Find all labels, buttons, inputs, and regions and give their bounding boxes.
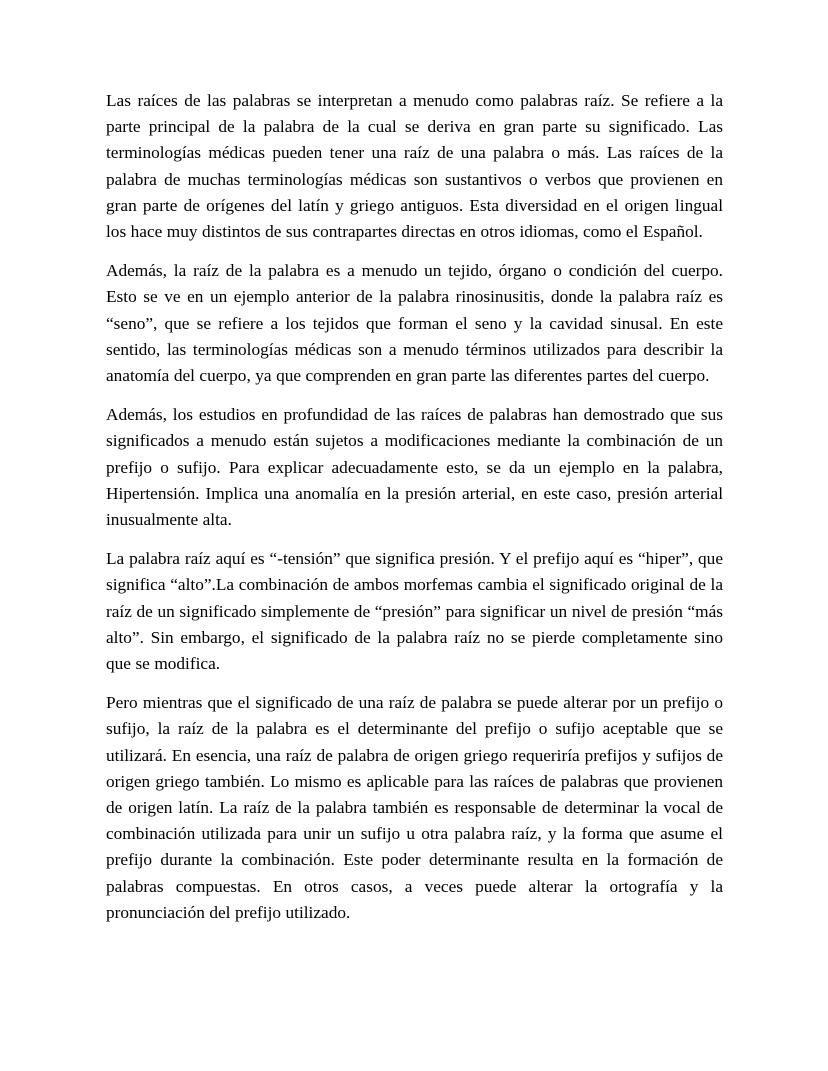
body-paragraph: Pero mientras que el significado de una raíz de palabra se puede alterar por un prefijo o sufijo, la raíz de la palabra es el determinante del prefijo o sufijo aceptable que se utilizará. En esencia, una raíz de palabra de origen griego requeriría prefijos y sufijos de origen griego también. Lo mismo es aplicable para las raíces de palabras que provienen de origen latín. La raíz de la palabra también es responsable de determinar la vocal de combinación utilizada para unir un sufijo u otra palabra raíz, y la forma que asume el prefijo durante la combinación. Este poder determinante resulta en la formación de palabras compuestas. En otros casos, a veces puede alterar la ortografía y la pronunciación del prefijo utilizado.: [106, 693, 723, 922]
body-paragraph: Las raíces de las palabras se interpretan a menudo como palabras raíz. Se refiere a la parte principal de la palabra de la cual se deriva en gran parte su significado. Las terminologías médicas pueden tener una raíz de una palabra o más. Las raíces de la palabra de muchas terminologías médicas son sustantivos o verbos que provienen en gran parte de orígenes del latín y griego antiguos. Esta diversidad en el origen lingual los hace muy distintos de sus contrapartes directas en otros idiomas, como el Español.: [106, 91, 723, 242]
body-paragraph: Además, los estudios en profundidad de las raíces de palabras han demostrado que sus significados a menudo están sujetos a modificaciones mediante la combinación de un prefijo o sufijo. Para explicar adecuadamente esto, se da un ejemplo en la palabra, Hipertensión. Implica una anomalía en la presión arterial, en este caso, presión arterial inusualmente alta.: [106, 405, 723, 530]
document-body: [106, 88, 723, 926]
body-paragraph: La palabra raíz aquí es “-tensión” que significa presión. Y el prefijo aquí es “hiper”, que significa “alto”.La combinación de ambos morfemas cambia el significado original de la raíz de un significado simplemente de “presión” para significar un nivel de presión “más alto”. Sin embargo, el significado de la palabra raíz no se pierde completamente sino que se modifica.: [106, 549, 723, 674]
body-paragraph: Además, la raíz de la palabra es a menudo un tejido, órgano o condición del cuerpo. Esto se ve en un ejemplo anterior de la palabra rinosinusitis, donde la palabra raíz es “seno”, que se refiere a los tejidos que forman el seno y la cavidad sinusal. En este sentido, las terminologías médicas son a menudo términos utilizados para describir la anatomía del cuerpo, ya que comprenden en gran parte las diferentes partes del cuerpo.: [106, 261, 723, 386]
